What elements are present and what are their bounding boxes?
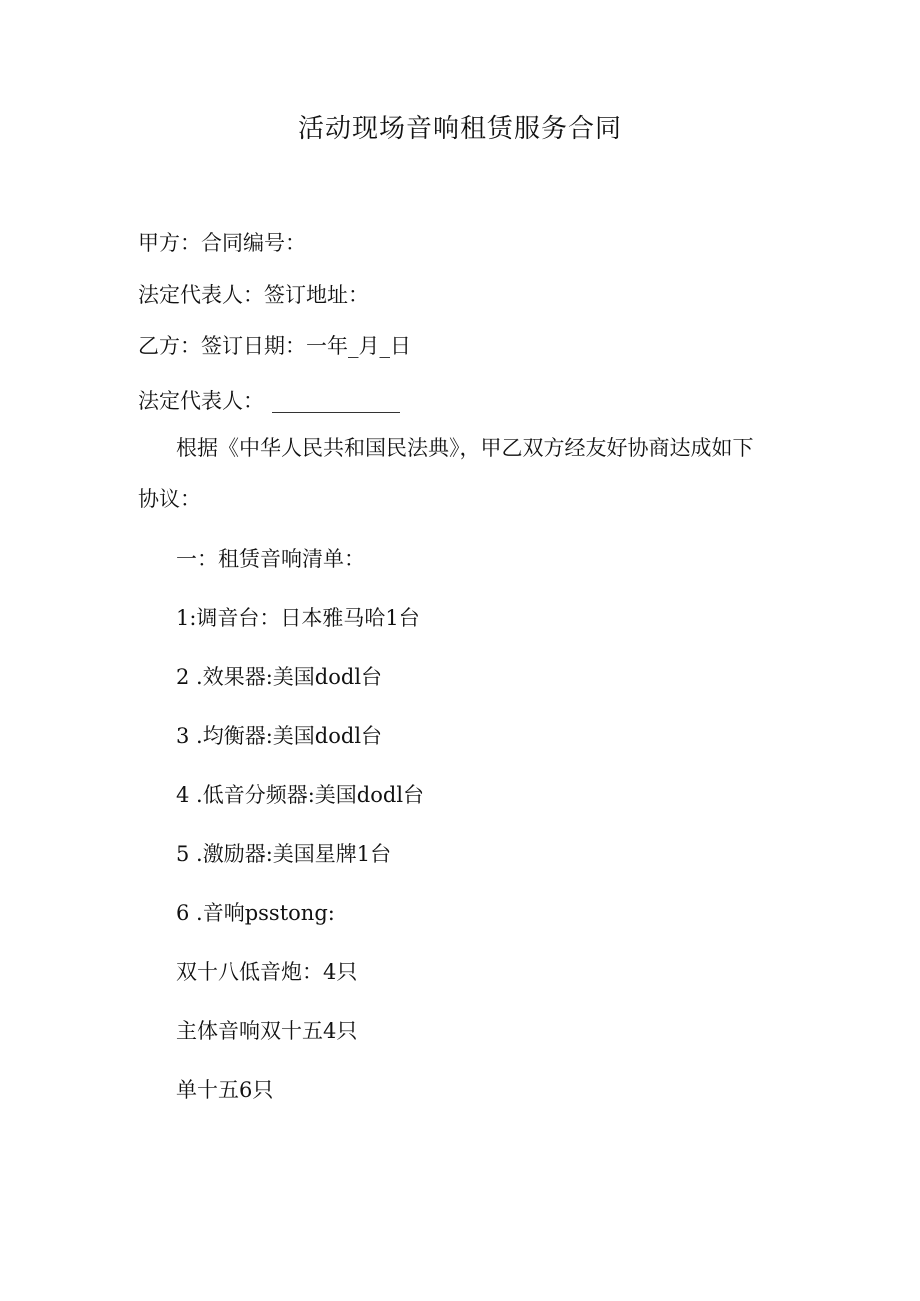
preamble-line-2: 协议： [138, 487, 201, 511]
party-b-signing-date: 乙方：签订日期：一年_月_日 [138, 334, 411, 358]
preamble-line-1: 根据《中华人民共和国民法典》，甲乙双方经友好协商达成如下 [176, 436, 754, 460]
legal-rep-signing-address: 法定代表人：签订地址： [138, 283, 369, 307]
contract-title: 活动现场音响租赁服务合同 [297, 114, 622, 144]
equipment-item: 6 .音响psstong: [176, 901, 335, 925]
equipment-item: 4 .低音分频器:美国dodl台 [176, 783, 425, 807]
legal-rep-label: 法定代表人： [138, 389, 264, 413]
speaker-sub-item: 双十八低音炮：4只 [176, 960, 358, 984]
signature-blank-line [272, 392, 400, 413]
equipment-item: 5 .激励器:美国星牌1台 [176, 842, 392, 866]
legal-rep-party-b [138, 386, 400, 416]
speaker-sub-item: 主体音响双十五4只 [176, 1019, 358, 1043]
equipment-item: 1:调音台：日本雅马哈1台 [176, 606, 420, 630]
equipment-item: 2 .效果器:美国dodl台 [176, 665, 383, 689]
section-heading: 一：租赁音响清单： [176, 547, 365, 571]
speaker-sub-item: 单十五6只 [176, 1078, 274, 1102]
party-a-contract-number: 甲方：合同编号： [138, 231, 306, 255]
equipment-item: 3 .均衡器:美国dodl台 [176, 724, 383, 748]
